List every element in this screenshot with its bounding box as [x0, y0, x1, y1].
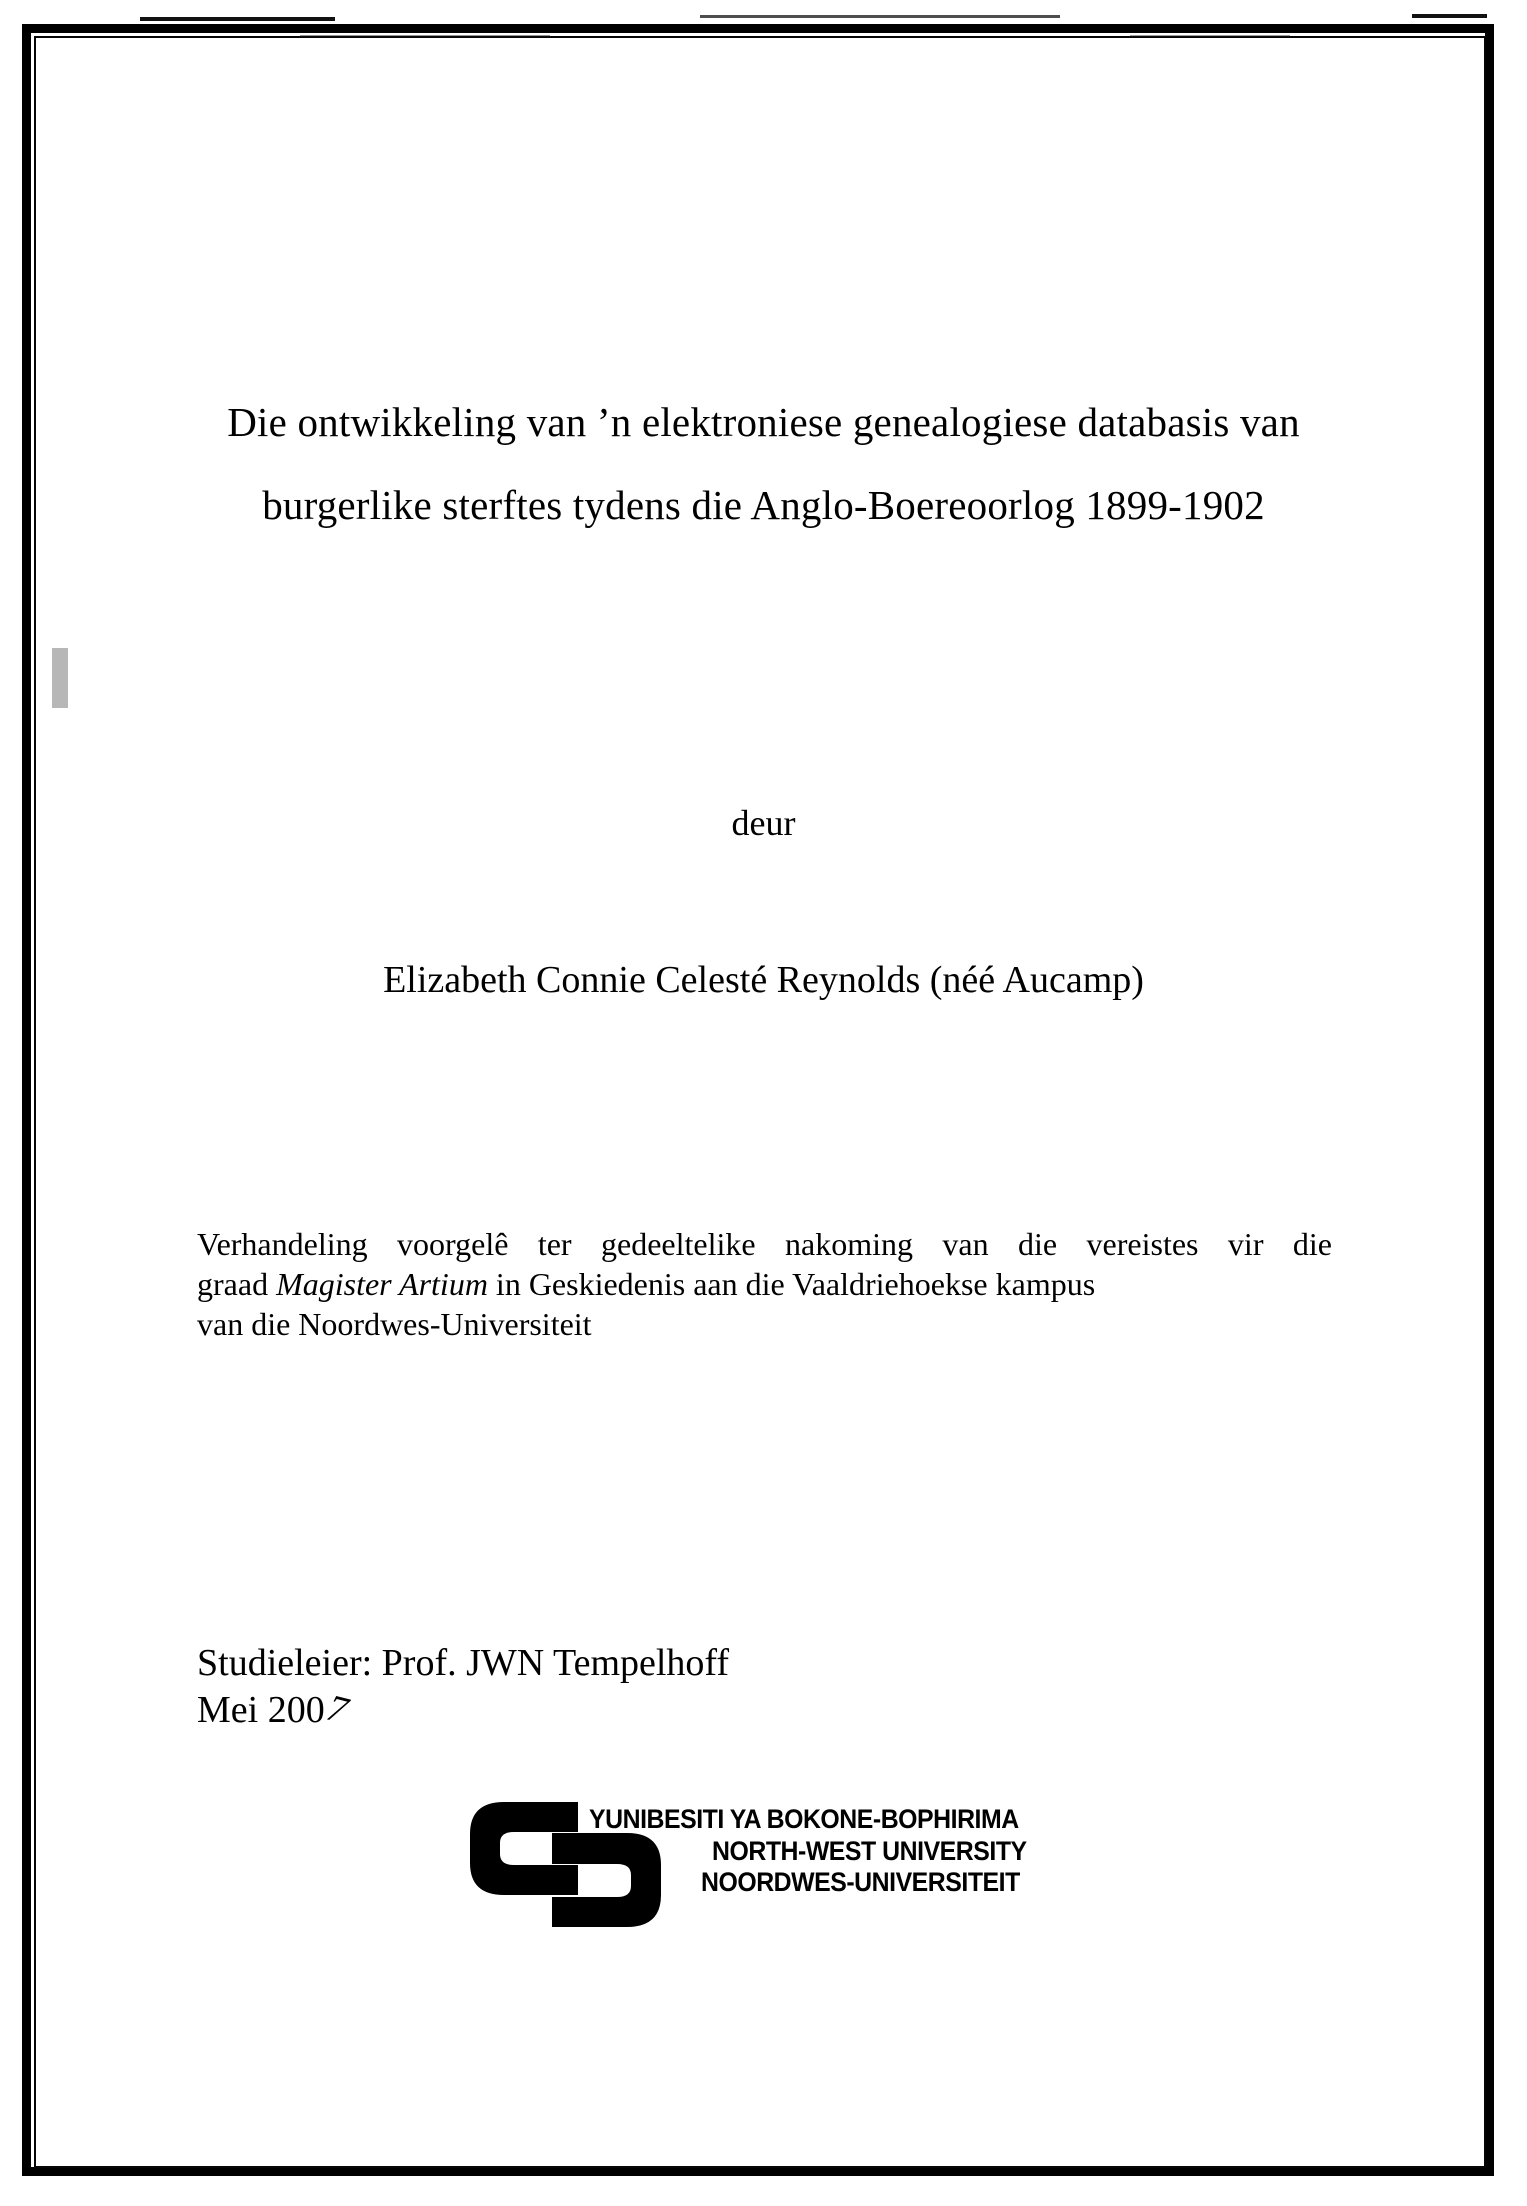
date-prefix: Mei 200 [197, 1689, 325, 1731]
scan-artifact [140, 17, 335, 21]
degree-statement-line-2 [197, 1264, 1332, 1304]
logo-text-english: NORTH-WEST UNIVERSITY [712, 1836, 1027, 1866]
supervisor-line: Studieleier: Prof. JWN Tempelhoff [197, 1642, 730, 1684]
author-name: Elizabeth Connie Celesté Reynolds (néé Aucamp) [383, 959, 1144, 1001]
logo-text-afrikaans: NOORDWES-UNIVERSITEIT [701, 1867, 1020, 1897]
degree-name: Magister Artium [276, 1266, 488, 1302]
logo-text-setswana: YUNIBESITI YA BOKONE-BOPHIRIMA [589, 1804, 1019, 1834]
scan-artifact [52, 648, 68, 708]
degree-statement-line-3: van die Noordwes-Universiteit [197, 1306, 592, 1342]
date-line [197, 1687, 729, 1734]
degree-statement-line-2-suffix: in Geskiedenis aan die Vaaldriehoekse kampus [487, 1266, 1096, 1302]
degree-statement-line-1: Verhandeling voorgelê ter gedeeltelike nakoming van die vereistes vir die [197, 1226, 1332, 1262]
date-last-digit: 7 [318, 1687, 356, 1732]
scan-artifact [300, 35, 550, 37]
thesis-title-line-1: Die ontwikkeling van ’n elektroniese genealogiese databasis van [227, 399, 1300, 445]
byline-label: deur [731, 803, 796, 843]
scan-artifact [700, 15, 1060, 18]
thesis-title-line-2: burgerlike sterftes tydens die Anglo-Boereoorlog 1899-1902 [262, 482, 1265, 528]
degree-statement-line-2-prefix: graad [197, 1266, 277, 1302]
supervisor-block [197, 1640, 729, 1734]
degree-statement [197, 1224, 1332, 1344]
scan-artifact [1130, 35, 1290, 37]
scan-artifact [1412, 14, 1487, 18]
